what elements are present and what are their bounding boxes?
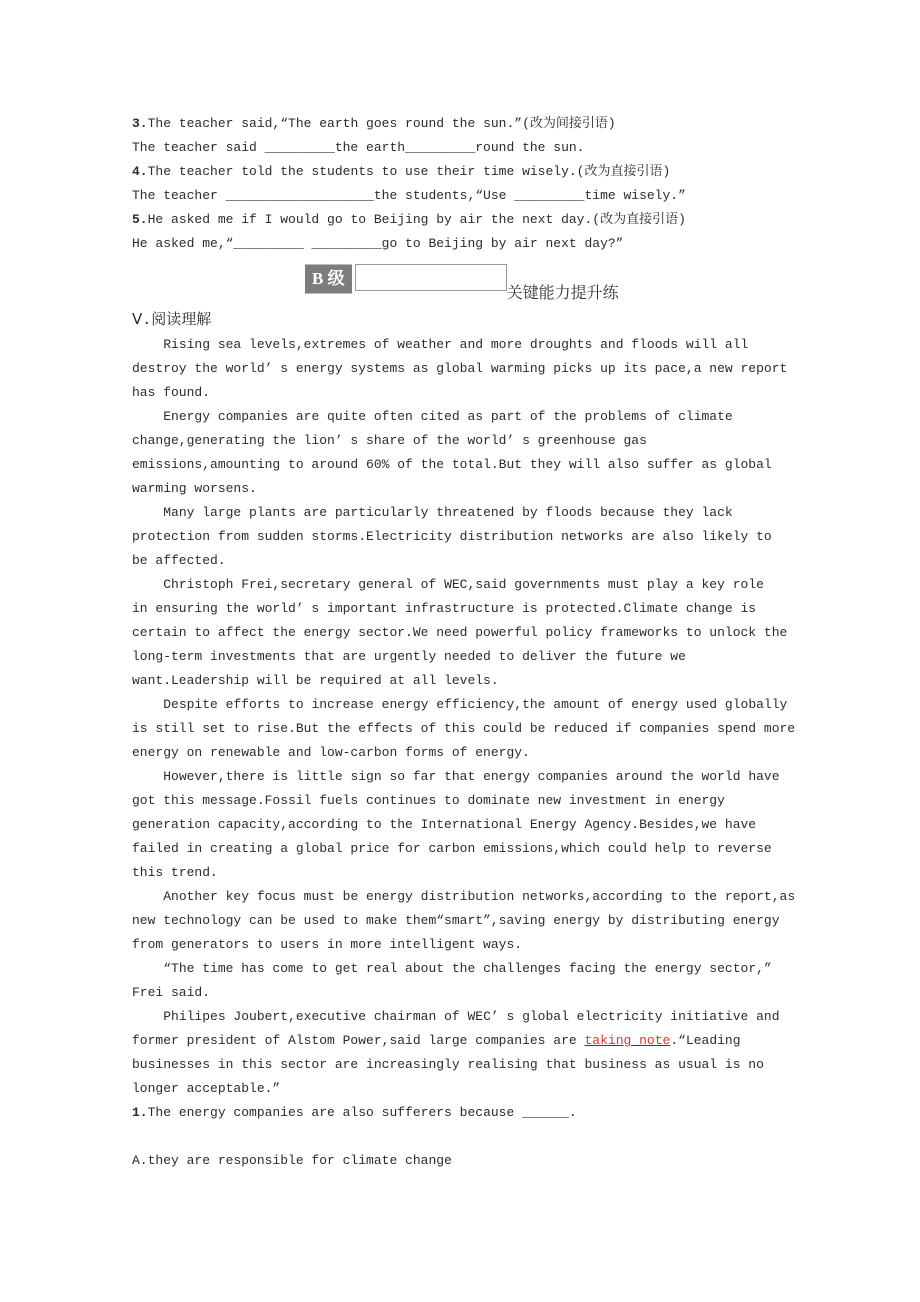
text-segment: businesses in this sector are increasingly realising that business as usual is no [132, 1057, 764, 1072]
text-segment: Despite efforts to increase energy efficiency,the amount of energy used globally [132, 697, 788, 712]
option-lines [132, 1149, 830, 1173]
text-segment: long-term investments that are urgently needed to deliver the future we [132, 649, 686, 664]
text-segment: However,there is little sign so far that energy companies around the world have [132, 769, 780, 784]
text-segment: from generators to users in more intelligent ways. [132, 937, 523, 952]
text-line [132, 957, 830, 981]
question-block [132, 1101, 830, 1173]
text-segment: change,generating the lion’ s share of the world’ s greenhouse gas [132, 433, 647, 448]
text-line [132, 184, 830, 208]
text-line [132, 381, 830, 405]
text-line [132, 1005, 830, 1029]
text-line [132, 357, 830, 381]
level-banner [305, 264, 830, 303]
text-line [132, 453, 830, 477]
text-line [132, 621, 830, 645]
text-line [132, 789, 830, 813]
question-lines [132, 1101, 830, 1125]
text-line [132, 909, 830, 933]
text-segment: The teacher said _________the earth_________round the sun. [132, 140, 585, 155]
text-segment: has found. [132, 385, 211, 400]
text-segment: Christoph Frei,secretary general of WEC,said governments must play a key role [132, 577, 764, 592]
text-segment: Many large plants are particularly threatened by floods because they lack [132, 505, 733, 520]
text-line [132, 1077, 830, 1101]
text-line [132, 136, 830, 160]
text-segment: The teacher said,“The earth goes round the sun.”(改为间接引语) [147, 116, 616, 131]
text-segment: energy on renewable and low-carbon forms of energy. [132, 745, 530, 760]
text-line [132, 112, 830, 136]
text-line [132, 333, 830, 357]
level-b-badge: B 级 [305, 264, 352, 294]
text-line [132, 232, 830, 256]
passage-paragraph [132, 1005, 830, 1101]
line-number: 4. [132, 164, 148, 179]
passage [132, 333, 830, 1101]
text-line [132, 573, 830, 597]
text-segment: A.they are responsible for climate change [132, 1153, 452, 1168]
text-line [132, 669, 830, 693]
passage-paragraph [132, 957, 830, 1005]
text-line [132, 717, 830, 741]
passage-paragraph [132, 765, 830, 885]
text-segment: The teacher ___________________the students,“Use _________time wisely.” [132, 188, 686, 203]
passage-paragraph [132, 573, 830, 693]
text-line [132, 597, 830, 621]
passage-paragraph [132, 885, 830, 957]
text-segment: Frei said. [132, 985, 211, 1000]
passage-paragraph [132, 333, 830, 405]
text-line [132, 693, 830, 717]
text-line [132, 861, 830, 885]
text-segment: He asked me,“_________ _________go to Beijing by air next day?” [132, 236, 624, 251]
text-line [132, 549, 830, 573]
section-title: Ⅴ.阅读理解 [132, 312, 212, 329]
text-segment: warming worsens. [132, 481, 257, 496]
text-segment: this trend. [132, 865, 218, 880]
text-segment: be affected. [132, 553, 226, 568]
text-line [132, 765, 830, 789]
line-number: 1. [132, 1105, 148, 1120]
text-line [132, 429, 830, 453]
text-segment: is still set to rise.But the effects of this could be reduced if companies spend more [132, 721, 796, 736]
text-segment: new technology can be used to make them“smart”,saving energy by distributing energy [132, 913, 780, 928]
text-line [132, 837, 830, 861]
taking-note-link[interactable]: taking note [584, 1033, 671, 1048]
text-segment: got this message.Fossil fuels continues to dominate new investment in energy [132, 793, 725, 808]
line-number: 5. [132, 212, 148, 227]
text-segment: Rising sea levels,extremes of weather and more droughts and floods will all [132, 337, 749, 352]
text-line [132, 741, 830, 765]
text-line [132, 645, 830, 669]
text-line [132, 885, 830, 909]
text-line [132, 405, 830, 429]
text-segment: Another key focus must be energy distribution networks,according to the report,as [132, 889, 796, 904]
text-line [132, 1053, 830, 1077]
text-line [132, 501, 830, 525]
line-number: 3. [132, 116, 148, 131]
text-line [132, 1101, 830, 1125]
passage-paragraph [132, 693, 830, 765]
text-segment: generation capacity,according to the International Energy Agency.Besides,we have [132, 817, 757, 832]
text-segment: protection from sudden storms.Electricity distribution networks are also likely to [132, 529, 772, 544]
option-a-line [132, 1149, 830, 1173]
text-segment: failed in creating a global price for carbon emissions,which could help to reverse [132, 841, 772, 856]
text-segment: He asked me if I would go to Beijing by air the next day.(改为直接引语) [147, 212, 686, 227]
text-segment: want.Leadership will be required at all levels. [132, 673, 499, 688]
text-segment: former president of Alstom Power,said large companies are [132, 1033, 585, 1048]
text-line [132, 981, 830, 1005]
text-line [132, 933, 830, 957]
exercise-section [132, 112, 830, 256]
text-segment: longer acceptable.” [132, 1081, 281, 1096]
passage-paragraph [132, 501, 830, 573]
passage-paragraph [132, 405, 830, 501]
text-segment: The energy companies are also sufferers because ______. [147, 1105, 577, 1120]
text-line [132, 477, 830, 501]
text-segment: Philipes Joubert,executive chairman of WEC’ s global electricity initiative and [132, 1009, 780, 1024]
text-segment: The teacher told the students to use their time wisely.(改为直接引语) [147, 164, 671, 179]
text-line [132, 208, 830, 232]
text-segment: destroy the world’ s energy systems as global warming picks up its pace,a new report [132, 361, 788, 376]
text-segment: certain to affect the energy sector.We need powerful policy frameworks to unlock the [132, 625, 788, 640]
text-line [132, 160, 830, 184]
text-segment: Energy companies are quite often cited as part of the problems of climate [132, 409, 733, 424]
text-line [132, 1029, 830, 1053]
text-segment: .“Leading [670, 1033, 741, 1048]
text-segment: “The time has come to get real about the challenges facing the energy sector,” [132, 961, 772, 976]
empty-score-box [355, 264, 507, 291]
text-segment: in ensuring the world’ s important infrastructure is protected.Climate change is [132, 601, 757, 616]
banner-caption: 关键能力提升练 [506, 285, 619, 303]
text-segment: emissions,amounting to around 60% of the total.But they will also suffer as global [132, 457, 772, 472]
text-line [132, 525, 830, 549]
text-line [132, 813, 830, 837]
